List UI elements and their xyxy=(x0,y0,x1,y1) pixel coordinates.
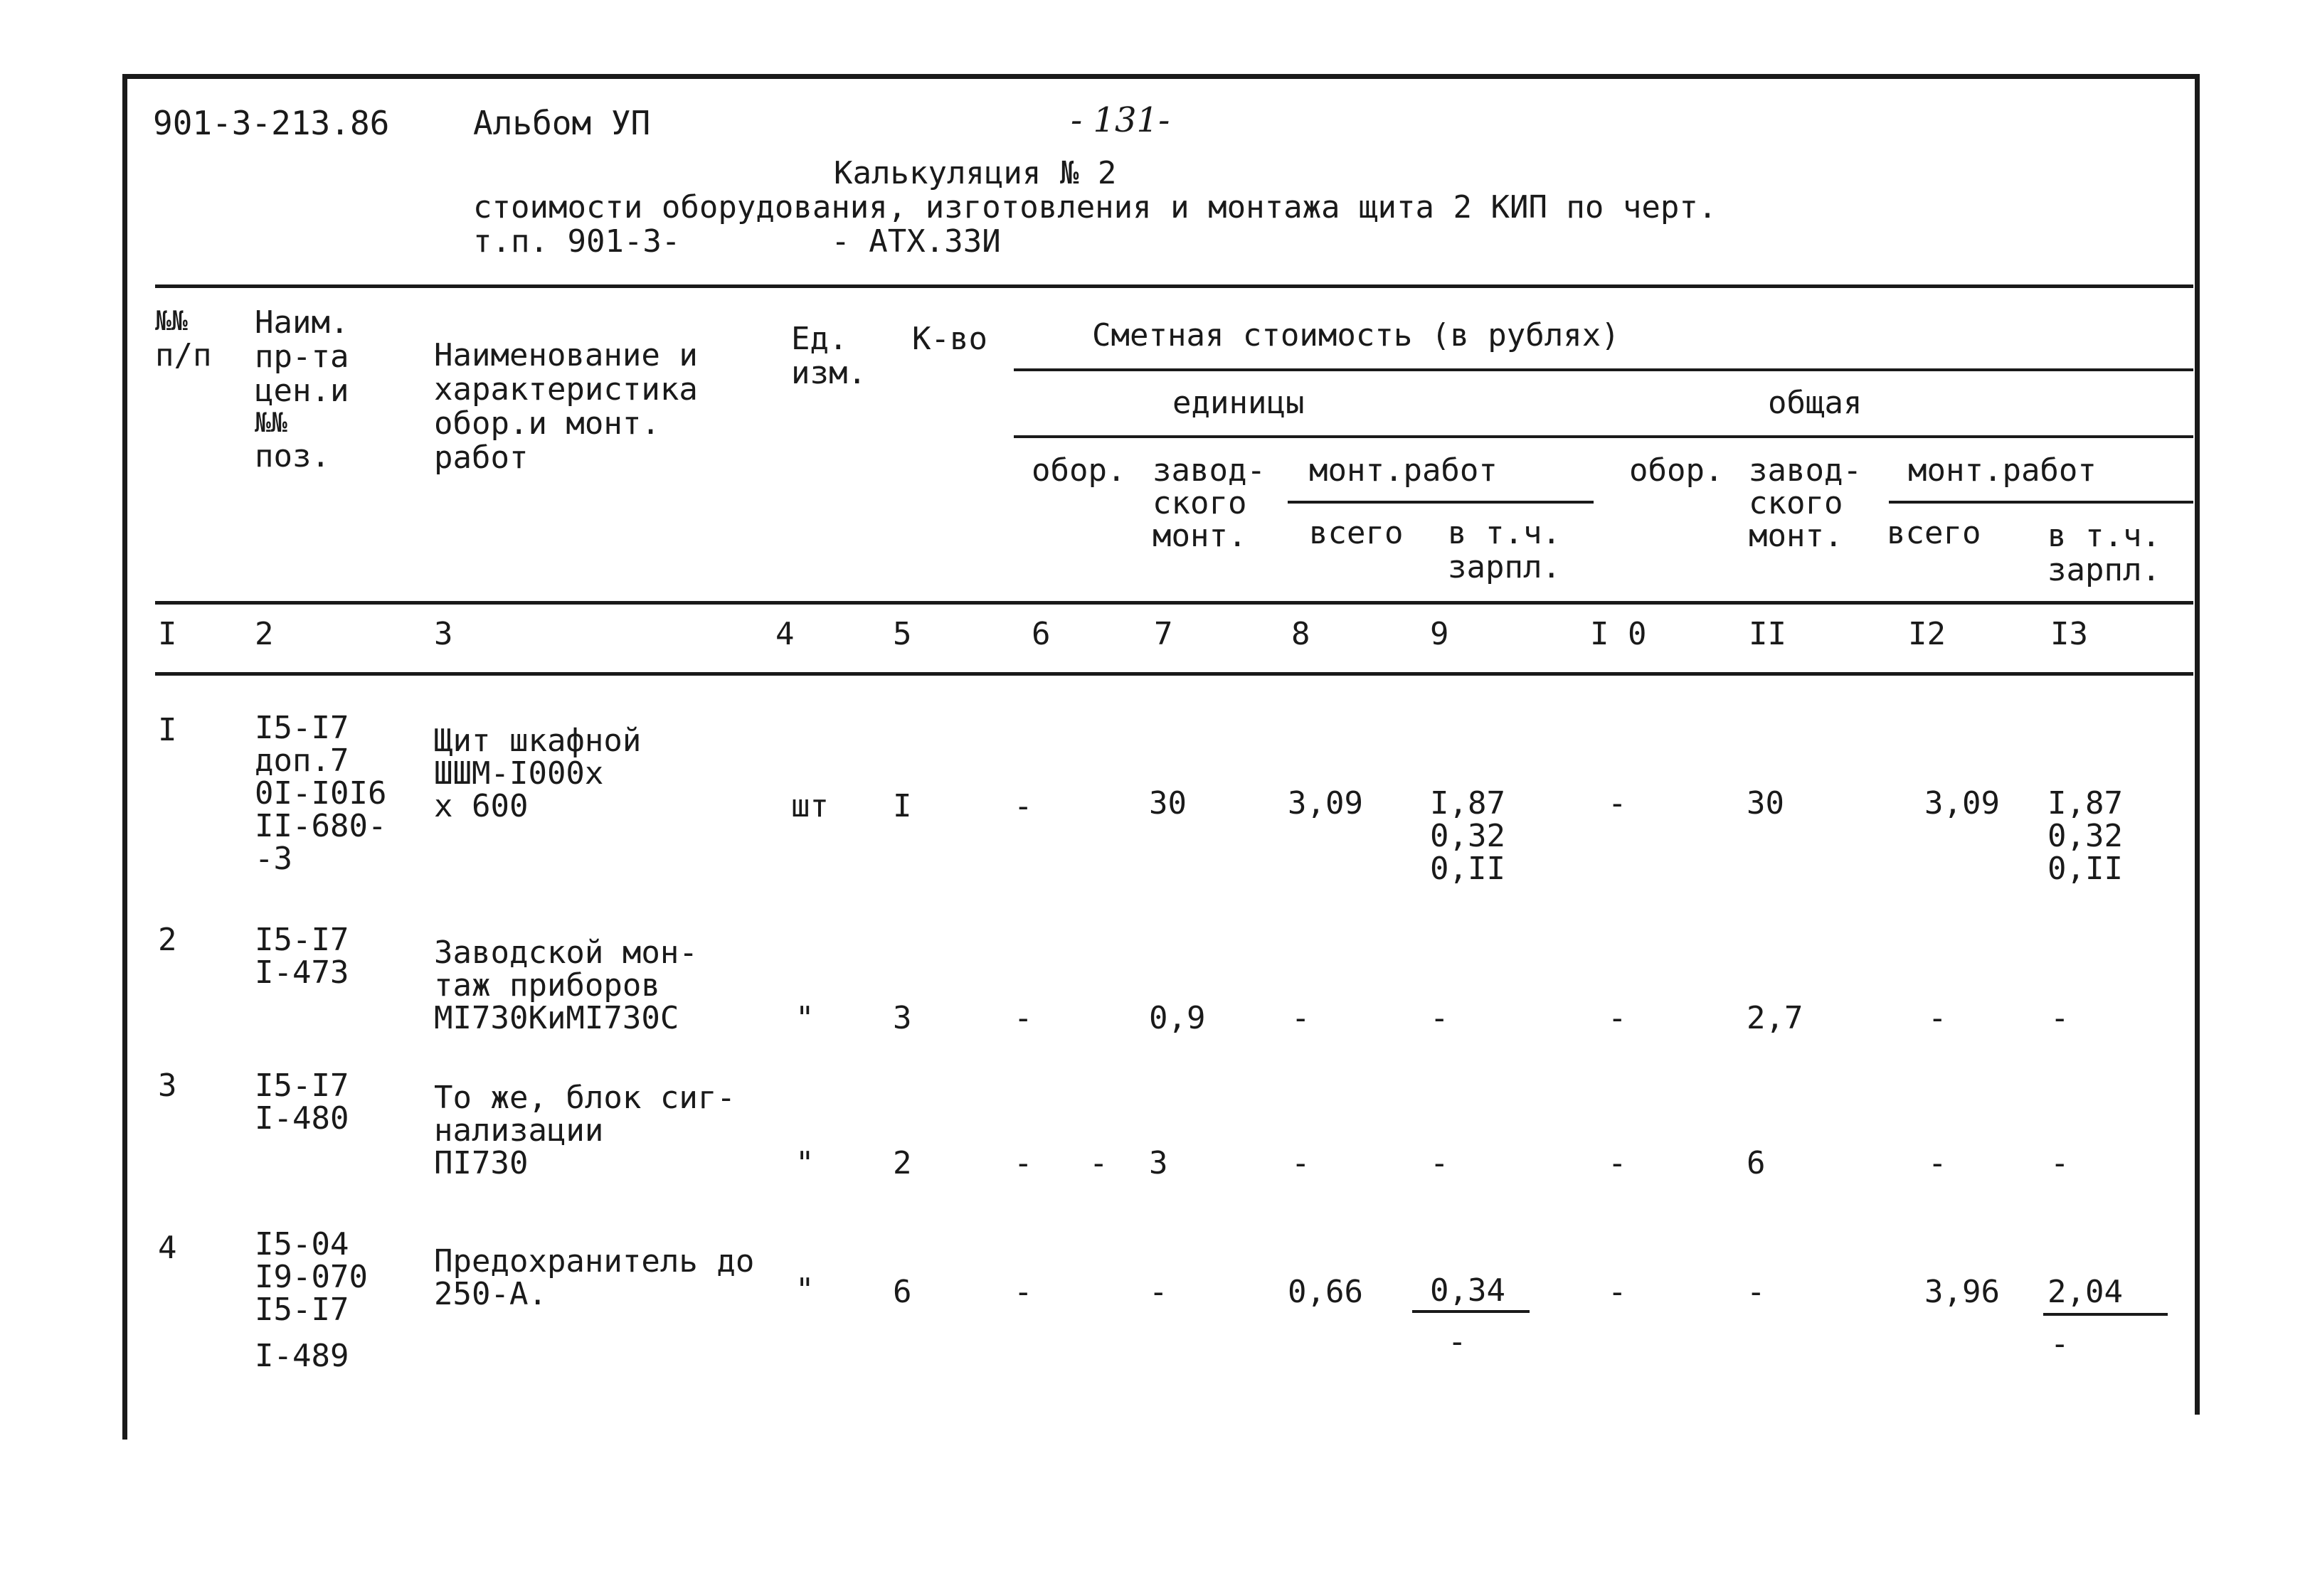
mont-rule-unit xyxy=(1288,501,1594,504)
header-vsego-total: всего xyxy=(1887,515,1981,551)
colnum-11: II xyxy=(1749,616,1786,652)
value-underline xyxy=(1412,1310,1530,1313)
row-unit: " xyxy=(795,1272,815,1308)
header-qty: К-во xyxy=(912,321,987,357)
calc-title: Калькуляция № 2 xyxy=(834,155,1117,191)
colnum-6: 6 xyxy=(1032,616,1051,652)
row-qty: I xyxy=(893,788,912,824)
header-vsego-unit: всего xyxy=(1309,515,1404,551)
mont-rule-total xyxy=(1889,501,2193,504)
header-obor-total: обор. xyxy=(1629,452,1724,489)
header-bottom-rule xyxy=(155,601,2193,605)
underlined-value: 2,04 xyxy=(2047,1274,2123,1310)
header-mont-unit: монт.работ xyxy=(1309,452,1498,489)
colnum-2: 2 xyxy=(255,616,274,652)
colnum-10: I 0 xyxy=(1590,616,1647,652)
row-unit: " xyxy=(795,1000,815,1036)
row-qty: 2 xyxy=(893,1145,912,1181)
colnum-1: I xyxy=(158,616,177,652)
frame-right-line xyxy=(2195,74,2200,1415)
unit-total-rule xyxy=(1014,435,2193,438)
page-number: - 131- xyxy=(1071,100,1170,140)
header-obor-unit: обор. xyxy=(1032,452,1126,489)
value-underline xyxy=(2043,1313,2168,1316)
row-num: 4 xyxy=(158,1230,177,1266)
colnum-5: 5 xyxy=(893,616,912,652)
colnum-9: 9 xyxy=(1430,616,1449,652)
colnum-13: I3 xyxy=(2050,616,2088,652)
colnum-bottom-rule xyxy=(155,672,2193,676)
row-num: I xyxy=(158,712,177,748)
header-total: общая xyxy=(1768,385,1863,421)
doc-code: 901-3-213.86 xyxy=(153,104,390,142)
colnum-7: 7 xyxy=(1154,616,1173,652)
header-mont-total: монт.работ xyxy=(1908,452,2097,489)
row-num: 3 xyxy=(158,1068,177,1104)
header-per-unit: единицы xyxy=(1172,385,1305,421)
colnum-12: I2 xyxy=(1908,616,1946,652)
row-unit: " xyxy=(795,1145,815,1181)
colnum-4: 4 xyxy=(775,616,795,652)
row-qty: 3 xyxy=(893,1000,912,1036)
cost-header-rule xyxy=(1014,368,2193,371)
frame-top-line xyxy=(122,74,2200,79)
header-cost: Сметная стоимость (в рублях) xyxy=(1092,317,1620,353)
underlined-value: 0,34 xyxy=(1430,1272,1505,1309)
calc-subtitle-1: стоимости оборудования, изготовления и монтажа щита 2 КИП по черт. xyxy=(473,189,1717,225)
colnum-8: 8 xyxy=(1291,616,1310,652)
row-unit: шт xyxy=(791,788,829,824)
album-label: Альбом УП xyxy=(473,104,651,142)
row-num: 2 xyxy=(158,922,177,958)
calc-subtitle-2: т.п. 901-3- - АТХ.33И xyxy=(473,223,1001,260)
colnum-3: 3 xyxy=(434,616,453,652)
row-qty: 6 xyxy=(893,1274,912,1310)
frame-left-line xyxy=(122,74,127,1440)
table-top-rule xyxy=(155,284,2193,288)
